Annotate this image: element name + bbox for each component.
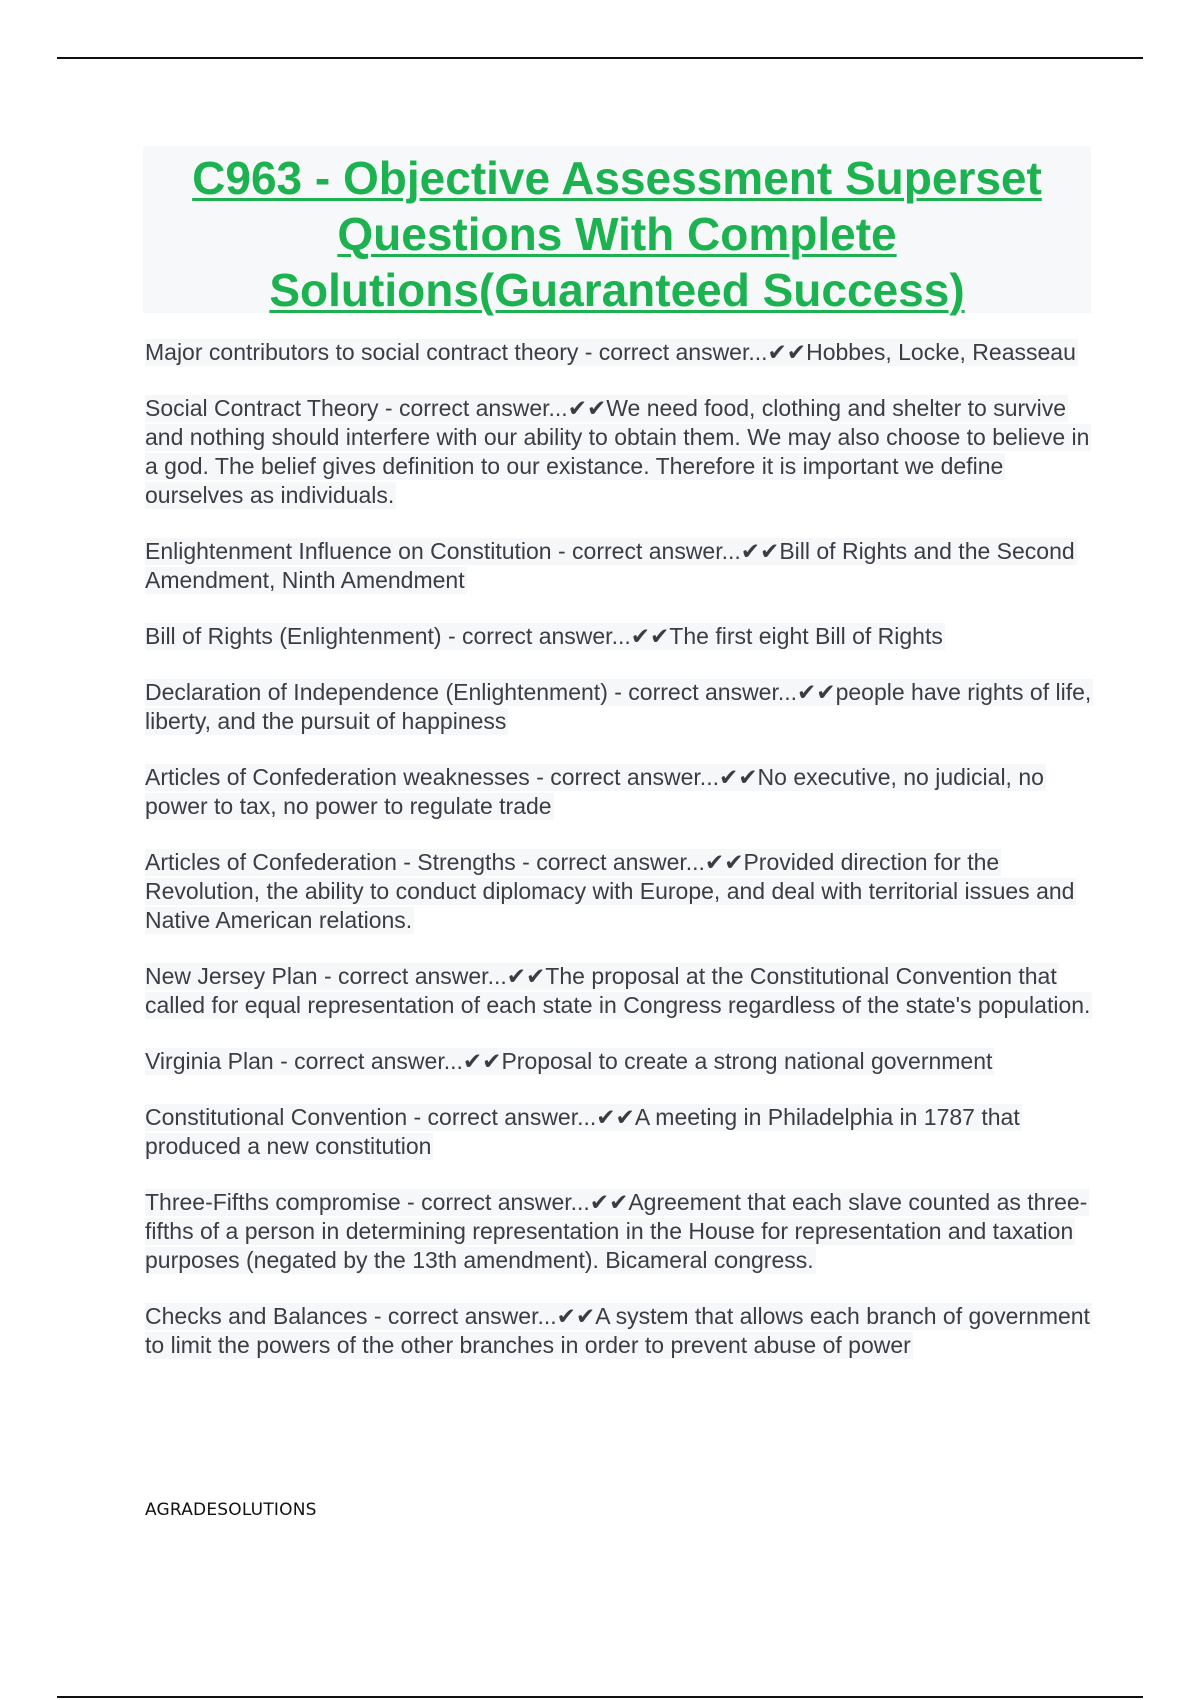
double-check-icon: ✔✔ [462, 1048, 502, 1074]
qa-answer: Provided direction for the Revolution, the ability to conduct diplomacy with Europe, and deal with territorial issues and Native American relations. [145, 849, 1075, 933]
qa-term: Articles of Confederation - Strengths [145, 849, 516, 875]
qa-separator: - correct answer... [578, 339, 768, 365]
qa-term: Articles of Confederation weaknesses [145, 764, 530, 790]
qa-answer: The proposal at the Constitutional Convention that called for equal representation of each state in Congress regardless of the state's population. [145, 963, 1091, 1018]
qa-item [145, 678, 1095, 736]
double-check-icon: ✔✔ [556, 1303, 596, 1329]
double-check-icon: ✔✔ [589, 1189, 629, 1215]
qa-term: Social Contract Theory [145, 395, 379, 421]
qa-answer: We need food, clothing and shelter to survive and nothing should interfere with our ability to obtain them. We may also choose to believe in a god. The belief gives definition to our existance. Therefore it is important we define ourselves as individuals. [145, 395, 1090, 508]
qa-answer: Bill of Rights and the Second Amendment, Ninth Amendment [145, 538, 1075, 593]
double-check-icon: ✔✔ [740, 538, 780, 564]
document-title: C963 - Objective Assessment Superset Questions With Complete Solutions(Guaranteed Success) [192, 152, 1042, 316]
qa-separator: - correct answer... [407, 1104, 597, 1130]
qa-item [145, 1302, 1095, 1360]
qa-item [145, 763, 1095, 821]
double-check-icon: ✔✔ [797, 679, 836, 705]
qa-term: Bill of Rights (Enlightenment) [145, 623, 442, 649]
qa-term: Enlightenment Influence on Constitution [145, 538, 552, 564]
qa-separator: - correct answer... [378, 395, 568, 421]
qa-answer: Proposal to create a strong national government [501, 1048, 993, 1074]
qa-term: Checks and Balances [145, 1303, 368, 1329]
qa-item [145, 394, 1095, 510]
qa-term: Virginia Plan [145, 1048, 274, 1074]
qa-separator: - correct answer... [273, 1048, 463, 1074]
qa-separator: - correct answer... [515, 849, 705, 875]
qa-term: Three-Fifths compromise [145, 1189, 401, 1215]
qa-separator: - correct answer... [607, 679, 798, 705]
qa-answer: people have rights of life, liberty, and the pursuit of happiness [145, 679, 1092, 734]
qa-answer: No executive, no judicial, no power to tax, no power to regulate trade [145, 764, 1044, 819]
double-check-icon: ✔✔ [704, 849, 744, 875]
qa-item [145, 1047, 1095, 1076]
qa-separator: - correct answer... [551, 538, 741, 564]
double-check-icon: ✔✔ [767, 339, 807, 365]
qa-item [145, 622, 1095, 651]
qa-separator: - correct answer... [317, 963, 507, 989]
title-box [143, 146, 1091, 316]
double-check-icon: ✔✔ [506, 963, 546, 989]
qa-separator: - correct answer... [367, 1303, 557, 1329]
qa-term: Major contributors to social contract theory [145, 339, 579, 365]
qa-term: New Jersey Plan [145, 963, 318, 989]
qa-item [145, 1103, 1095, 1161]
qa-term: Constitutional Convention [145, 1104, 408, 1130]
qa-separator: - correct answer... [400, 1189, 590, 1215]
qa-item [145, 962, 1095, 1020]
qa-separator: - correct answer... [441, 623, 631, 649]
qa-item [145, 537, 1095, 595]
qa-answer: The first eight Bill of Rights [669, 623, 943, 649]
qa-item [145, 1188, 1095, 1275]
double-check-icon: ✔✔ [596, 1104, 635, 1130]
qa-answer: Hobbes, Locke, Reasseau [806, 339, 1076, 365]
qa-separator: - correct answer... [529, 764, 719, 790]
qa-term: Declaration of Independence (Enlightenment) [145, 679, 608, 705]
qa-item [145, 848, 1095, 935]
double-check-icon: ✔✔ [567, 395, 607, 421]
qa-list [145, 338, 1095, 1387]
double-check-icon: ✔✔ [718, 764, 758, 790]
bottom-rule [57, 1696, 1143, 1698]
qa-answer: A system that allows each branch of government to limit the powers of the other branches in order to prevent abuse of power [145, 1303, 1090, 1358]
qa-answer: A meeting in Philadelphia in 1787 that produced a new constitution [145, 1104, 1020, 1159]
qa-answer: Agreement that each slave counted as three-fifths of a person in determining representation in the House for representation and taxation purposes (negated by the 13th amendment). Bicameral congress. [145, 1189, 1088, 1273]
footer-brand: AGRADESOLUTIONS [145, 1500, 317, 1520]
qa-item [145, 338, 1095, 367]
top-rule [57, 57, 1143, 59]
double-check-icon: ✔✔ [630, 623, 670, 649]
